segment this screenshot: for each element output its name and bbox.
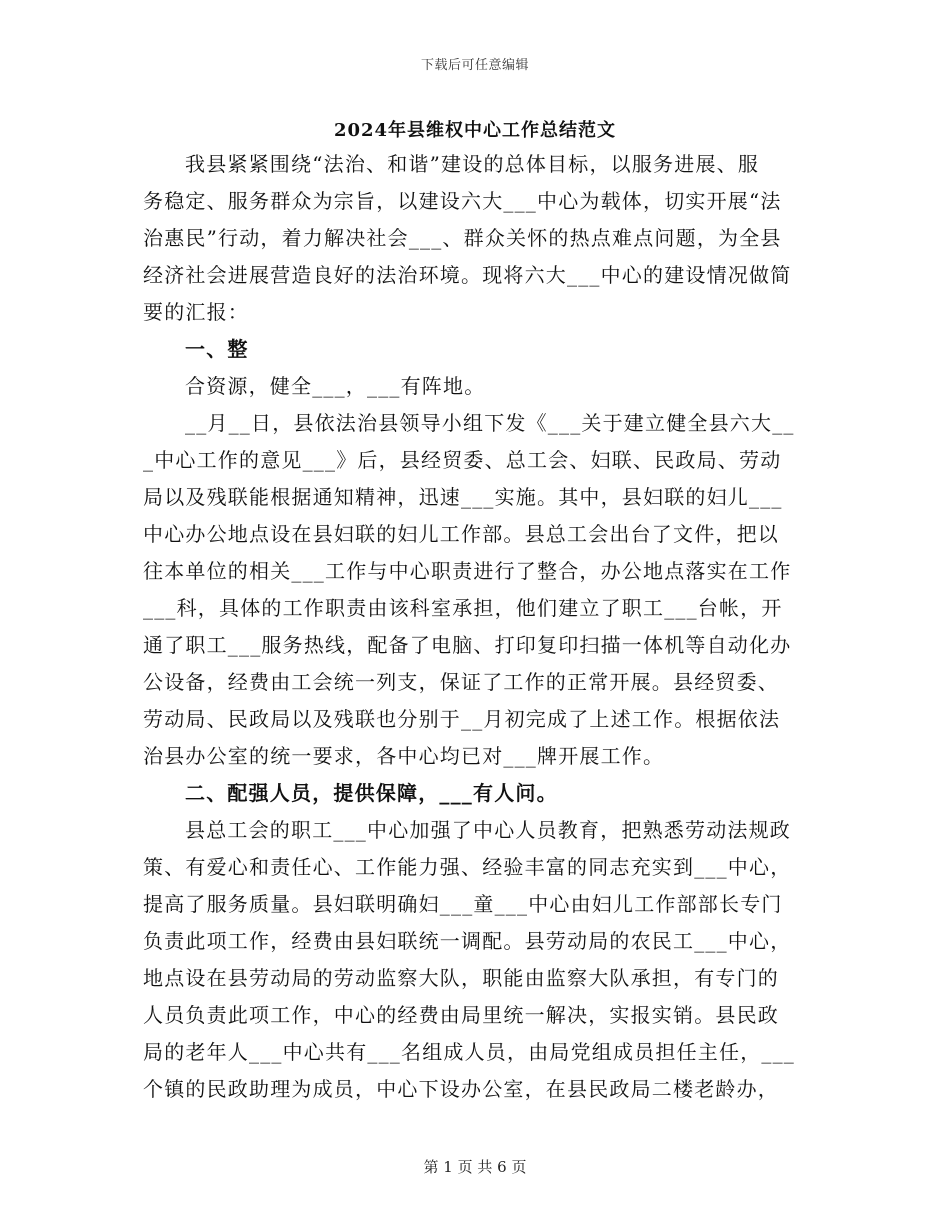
body-text-line: __月__日，县依法治县领导小组下发《___关于建立健全县六大__ — [185, 411, 795, 435]
section-heading-line: 二、配强人员，提供保障，___有人问。 — [185, 781, 558, 805]
body-text-line: 我县紧紧围绕“法治、和谐”建设的总体目标，以服务进展、服 — [185, 152, 760, 176]
body-text-line: 人员负责此项工作，中心的经费由局里统一解决，实报实销。县民政 — [143, 1003, 779, 1027]
body-text-line: 要的汇报： — [143, 300, 249, 324]
document-body — [143, 146, 807, 1108]
body-text-line: 地点设在县劳动局的劳动监察大队，职能由监察大队承担，有专门的 — [143, 966, 779, 990]
body-text-line: 通了职工___服务热线，配备了电脑、打印复印扫描一体机等自动化办 — [143, 633, 792, 657]
body-text-line: 策、有爱心和责任心、工作能力强、经验丰富的同志充实到___中心， — [143, 855, 792, 879]
body-text-line: 县总工会的职工___中心加强了中心人员教育，把熟悉劳动法规政 — [185, 818, 791, 842]
body-text-line: 公设备，经费由工会统一列支，保证了工作的正常开展。县经贸委、 — [143, 670, 779, 694]
document-title: 2024年县维权中心工作总结范文 — [333, 120, 617, 141]
body-text-line: 局以及残联能根据通知精神，迅速___实施。其中，县妇联的妇儿___ — [143, 485, 783, 509]
body-text-line: 往本单位的相关___工作与中心职责进行了整合，办公地点落实在工作 — [143, 559, 792, 583]
body-text-line: 务稳定、服务群众为宗旨，以建设六大___中心为载体，切实开展“法 — [143, 189, 782, 213]
section-heading-line: 一、整 — [185, 337, 249, 361]
page-footer: 第 1 页 共 6 页 — [423, 1158, 527, 1176]
body-text-line: 局的老年人___中心共有___名组成人员，由局党组成员担任主任，___ — [143, 1040, 795, 1064]
body-text-line: 负责此项工作，经费由县妇联统一调配。县劳动局的农民工___中心， — [143, 929, 792, 953]
body-text-line: 劳动局、民政局以及残联也分别于__月初完成了上述工作。根据依法 — [143, 707, 781, 731]
body-text-line: _中心工作的意见___》后，县经贸委、总工会、妇联、民政局、劳动 — [143, 448, 782, 472]
body-text-line: 合资源，健全___，___有阵地。 — [185, 374, 486, 398]
body-text-line: 治惠民”行动，着力解决社会___、群众关怀的热点难点问题，为全县 — [143, 226, 782, 250]
body-text-line: 中心办公地点设在县妇联的妇儿工作部。县总工会出台了文件，把以 — [143, 522, 779, 546]
body-text-line: 经济社会进展营造良好的法治环境。现将六大___中心的建设情况做简 — [143, 263, 792, 287]
body-text-line: 个镇的民政助理为成员，中心下设办公室，在县民政局二楼老龄办， — [143, 1077, 779, 1101]
header-note: 下载后可任意编辑 — [420, 58, 529, 73]
body-text-line: 提高了服务质量。县妇联明确妇___童___中心由妇儿工作部部长专门 — [143, 892, 783, 916]
body-text-line: ___科，具体的工作职责由该科室承担，他们建立了职工___台帐，开 — [143, 596, 783, 620]
body-text-line: 治县办公室的统一要求，各中心均已对___牌开展工作。 — [143, 744, 665, 768]
